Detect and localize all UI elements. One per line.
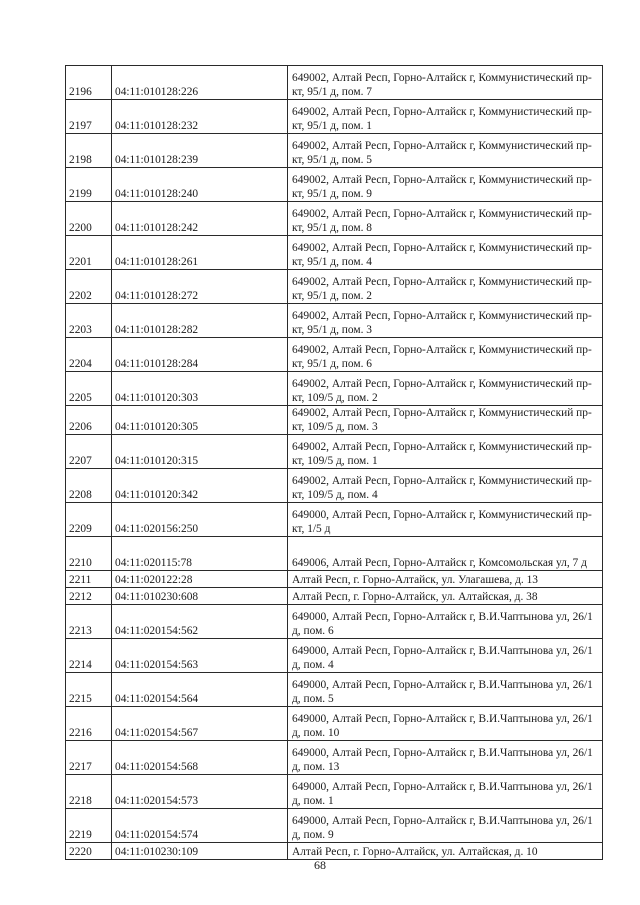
table-row (66, 843, 603, 860)
row-number-cell: 2202 (66, 270, 112, 304)
address-cell: Алтай Респ, г. Горно-Алтайск, ул. Алтайская, д. 10 (288, 843, 603, 860)
row-number-cell: 2214 (66, 639, 112, 673)
cadastral-number-cell: 04:11:020154:568 (112, 741, 288, 775)
address-cell: 649000, Алтай Респ, Горно-Алтайск г, В.И.Чаптынова ул, 26/1 д, пом. 10 (288, 707, 603, 741)
row-number-cell: 2215 (66, 673, 112, 707)
cadastral-number-cell: 04:11:020154:564 (112, 673, 288, 707)
cadastral-number-cell: 04:11:010120:303 (112, 372, 288, 406)
row-number-cell: 2210 (66, 537, 112, 571)
cadastral-number-cell: 04:11:010120:315 (112, 435, 288, 469)
row-number-cell: 2219 (66, 809, 112, 843)
cadastral-number-cell: 04:11:010128:226 (112, 66, 288, 100)
address-cell: 649002, Алтай Респ, Горно-Алтайск г, Коммунистический пр-кт, 95/1 д, пом. 7 (288, 66, 603, 100)
cadastral-number-cell: 04:11:020154:562 (112, 605, 288, 639)
table-row (66, 338, 603, 372)
address-cell: 649002, Алтай Респ, Горно-Алтайск г, Коммунистический пр-кт, 109/5 д, пом. 3 (288, 406, 603, 435)
address-cell: Алтай Респ, г. Горно-Алтайск, ул. Улагашева, д. 13 (288, 571, 603, 588)
row-number-cell: 2205 (66, 372, 112, 406)
row-number-cell: 2204 (66, 338, 112, 372)
table-row (66, 741, 603, 775)
row-number-cell: 2209 (66, 503, 112, 537)
table-row (66, 435, 603, 469)
address-cell: 649000, Алтай Респ, Горно-Алтайск г, В.И.Чаптынова ул, 26/1 д, пом. 6 (288, 605, 603, 639)
row-number-cell: 2208 (66, 469, 112, 503)
row-number-cell: 2197 (66, 100, 112, 134)
address-cell: 649002, Алтай Респ, Горно-Алтайск г, Коммунистический пр-кт, 109/5 д, пом. 1 (288, 435, 603, 469)
table-row (66, 236, 603, 270)
table-row (66, 503, 603, 537)
table-row (66, 66, 603, 100)
address-cell: 649002, Алтай Респ, Горно-Алтайск г, Коммунистический пр-кт, 95/1 д, пом. 2 (288, 270, 603, 304)
table-row (66, 270, 603, 304)
table-row (66, 537, 603, 571)
cadastral-number-cell: 04:11:010230:109 (112, 843, 288, 860)
address-cell: 649002, Алтай Респ, Горно-Алтайск г, Коммунистический пр-кт, 95/1 д, пом. 6 (288, 338, 603, 372)
address-cell: 649000, Алтай Респ, Горно-Алтайск г, Коммунистический пр-кт, 1/5 д (288, 503, 603, 537)
cadastral-number-cell: 04:11:010120:305 (112, 406, 288, 435)
row-number-cell: 2201 (66, 236, 112, 270)
table-row (66, 639, 603, 673)
address-cell: 649002, Алтай Респ, Горно-Алтайск г, Коммунистический пр-кт, 95/1 д, пом. 1 (288, 100, 603, 134)
table-row (66, 588, 603, 605)
page-number: 68 (314, 858, 326, 872)
address-cell: 649000, Алтай Респ, Горно-Алтайск г, В.И.Чаптынова ул, 26/1 д, пом. 5 (288, 673, 603, 707)
row-number-cell: 2212 (66, 588, 112, 605)
address-cell: 649000, Алтай Респ, Горно-Алтайск г, В.И.Чаптынова ул, 26/1 д, пом. 1 (288, 775, 603, 809)
row-number-cell: 2196 (66, 66, 112, 100)
cadastral-number-cell: 04:11:010120:342 (112, 469, 288, 503)
table-row (66, 202, 603, 236)
address-cell: 649002, Алтай Респ, Горно-Алтайск г, Коммунистический пр-кт, 95/1 д, пом. 8 (288, 202, 603, 236)
cadastral-number-cell: 04:11:010128:272 (112, 270, 288, 304)
row-number-cell: 2203 (66, 304, 112, 338)
table-row (66, 469, 603, 503)
row-number-cell: 2220 (66, 843, 112, 860)
row-number-cell: 2216 (66, 707, 112, 741)
address-cell: 649002, Алтай Респ, Горно-Алтайск г, Коммунистический пр-кт, 95/1 д, пом. 3 (288, 304, 603, 338)
table-row (66, 100, 603, 134)
table-row (66, 605, 603, 639)
table-row (66, 775, 603, 809)
address-cell: Алтай Респ, г. Горно-Алтайск, ул. Алтайская, д. 38 (288, 588, 603, 605)
registry-table-body (66, 66, 603, 860)
address-cell: 649002, Алтай Респ, Горно-Алтайск г, Коммунистический пр-кт, 109/5 д, пом. 4 (288, 469, 603, 503)
row-number-cell: 2206 (66, 406, 112, 435)
address-cell: 649000, Алтай Респ, Горно-Алтайск г, В.И.Чаптынова ул, 26/1 д, пом. 4 (288, 639, 603, 673)
cadastral-number-cell: 04:11:020154:574 (112, 809, 288, 843)
table-row (66, 707, 603, 741)
cadastral-number-cell: 04:11:010128:240 (112, 168, 288, 202)
row-number-cell: 2217 (66, 741, 112, 775)
address-cell: 649000, Алтай Респ, Горно-Алтайск г, В.И.Чаптынова ул, 26/1 д, пом. 13 (288, 741, 603, 775)
row-number-cell: 2199 (66, 168, 112, 202)
row-number-cell: 2211 (66, 571, 112, 588)
address-cell: 649006, Алтай Респ, Горно-Алтайск г, Комсомольская ул, 7 д (288, 537, 603, 571)
cadastral-number-cell: 04:11:010128:284 (112, 338, 288, 372)
cadastral-number-cell: 04:11:020122:28 (112, 571, 288, 588)
cadastral-number-cell: 04:11:020154:567 (112, 707, 288, 741)
table-row (66, 304, 603, 338)
table-row (66, 134, 603, 168)
table-row (66, 673, 603, 707)
cadastral-number-cell: 04:11:010128:232 (112, 100, 288, 134)
address-cell: 649002, Алтай Респ, Горно-Алтайск г, Коммунистический пр-кт, 95/1 д, пом. 9 (288, 168, 603, 202)
table-row (66, 372, 603, 406)
row-number-cell: 2213 (66, 605, 112, 639)
cadastral-number-cell: 04:11:010128:239 (112, 134, 288, 168)
cadastral-number-cell: 04:11:020154:573 (112, 775, 288, 809)
table-row (66, 406, 603, 435)
cadastral-number-cell: 04:11:010230:608 (112, 588, 288, 605)
property-registry-table (65, 65, 603, 860)
cadastral-number-cell: 04:11:010128:282 (112, 304, 288, 338)
table-row (66, 168, 603, 202)
address-cell: 649002, Алтай Респ, Горно-Алтайск г, Коммунистический пр-кт, 109/5 д, пом. 2 (288, 372, 603, 406)
row-number-cell: 2200 (66, 202, 112, 236)
row-number-cell: 2207 (66, 435, 112, 469)
address-cell: 649002, Алтай Респ, Горно-Алтайск г, Коммунистический пр-кт, 95/1 д, пом. 4 (288, 236, 603, 270)
cadastral-number-cell: 04:11:020156:250 (112, 503, 288, 537)
cadastral-number-cell: 04:11:020115:78 (112, 537, 288, 571)
cadastral-number-cell: 04:11:020154:563 (112, 639, 288, 673)
table-row (66, 571, 603, 588)
table-row (66, 809, 603, 843)
cadastral-number-cell: 04:11:010128:242 (112, 202, 288, 236)
cadastral-number-cell: 04:11:010128:261 (112, 236, 288, 270)
row-number-cell: 2218 (66, 775, 112, 809)
row-number-cell: 2198 (66, 134, 112, 168)
address-cell: 649002, Алтай Респ, Горно-Алтайск г, Коммунистический пр-кт, 95/1 д, пом. 5 (288, 134, 603, 168)
address-cell: 649000, Алтай Респ, Горно-Алтайск г, В.И.Чаптынова ул, 26/1 д, пом. 9 (288, 809, 603, 843)
